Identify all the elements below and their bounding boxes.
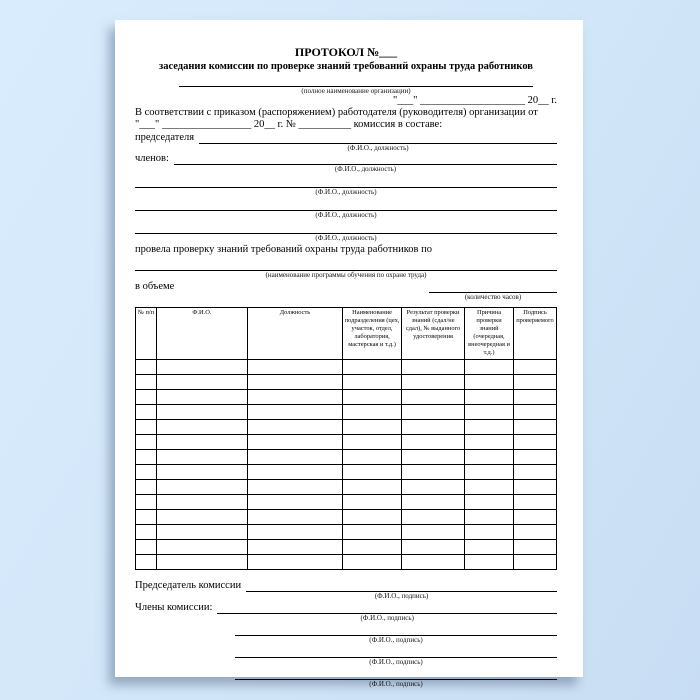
table-empty-cell bbox=[247, 465, 342, 480]
table-empty-cell bbox=[343, 465, 402, 480]
member-extra-field bbox=[135, 223, 557, 242]
table-row bbox=[136, 510, 557, 525]
table-empty-cell bbox=[156, 510, 247, 525]
table-empty-cell bbox=[247, 510, 342, 525]
footer-members-field bbox=[135, 602, 557, 622]
table-empty-cell bbox=[465, 435, 514, 450]
member-extra-blank-line bbox=[135, 177, 557, 188]
table-empty-cell bbox=[343, 555, 402, 570]
footer-member-extra-caption: (Ф.И.О., подпись) bbox=[369, 636, 423, 644]
chairman-blank-line bbox=[199, 132, 557, 144]
program-name-field bbox=[135, 260, 557, 279]
table-header-cell: Ф.И.О. bbox=[156, 308, 247, 360]
member-extra-blank-line bbox=[135, 223, 557, 234]
table-empty-cell bbox=[402, 405, 465, 420]
footer-member-extra-blank-line bbox=[235, 624, 557, 636]
hours-caption: (количество часов) bbox=[464, 293, 522, 301]
chairman-caption: (Ф.И.О., должность) bbox=[347, 144, 409, 152]
table-row bbox=[136, 360, 557, 375]
members-label: членов: bbox=[135, 153, 169, 164]
table-empty-cell bbox=[156, 390, 247, 405]
results-table-header-row bbox=[136, 308, 557, 360]
table-empty-cell bbox=[136, 555, 157, 570]
table-row bbox=[136, 465, 557, 480]
table-row bbox=[136, 480, 557, 495]
table-header-cell: Должность bbox=[247, 308, 342, 360]
table-row bbox=[136, 420, 557, 435]
footer-extra-lines bbox=[135, 624, 557, 688]
table-empty-cell bbox=[156, 540, 247, 555]
chairman-label: председателя bbox=[135, 132, 195, 143]
table-empty-cell bbox=[402, 540, 465, 555]
footer-chairman-label: Председатель комиссии bbox=[135, 580, 242, 591]
organization-name-field bbox=[179, 77, 533, 95]
table-empty-cell bbox=[402, 465, 465, 480]
conducted-check-text: провела проверку знаний требований охраны труда работников по bbox=[135, 244, 432, 255]
table-empty-cell bbox=[136, 525, 157, 540]
table-empty-cell bbox=[514, 525, 557, 540]
document-title: ПРОТОКОЛ №___ bbox=[294, 45, 398, 59]
table-empty-cell bbox=[465, 450, 514, 465]
footer-member-extra-field bbox=[135, 646, 557, 666]
table-empty-cell bbox=[156, 480, 247, 495]
table-row bbox=[136, 450, 557, 465]
table-empty-cell bbox=[402, 390, 465, 405]
results-table bbox=[135, 307, 557, 570]
volume-field bbox=[135, 281, 557, 301]
member-extra-field bbox=[135, 200, 557, 219]
footer-members-label: Члены комиссии: bbox=[135, 602, 213, 613]
footer-member-extra-caption: (Ф.И.О., подпись) bbox=[369, 680, 423, 688]
table-empty-cell bbox=[514, 360, 557, 375]
member-extra-caption: (Ф.И.О., должность) bbox=[315, 234, 377, 242]
table-empty-cell bbox=[514, 540, 557, 555]
table-empty-cell bbox=[402, 435, 465, 450]
table-row bbox=[136, 405, 557, 420]
table-empty-cell bbox=[136, 510, 157, 525]
table-empty-cell bbox=[247, 375, 342, 390]
members-caption: (Ф.И.О., должность) bbox=[334, 165, 397, 173]
table-row bbox=[136, 375, 557, 390]
chairman-field bbox=[135, 132, 557, 152]
table-empty-cell bbox=[156, 435, 247, 450]
results-table-head bbox=[136, 308, 557, 360]
table-empty-cell bbox=[465, 420, 514, 435]
table-row bbox=[136, 390, 557, 405]
table-empty-cell bbox=[247, 390, 342, 405]
table-row bbox=[136, 555, 557, 570]
table-empty-cell bbox=[402, 525, 465, 540]
table-empty-cell bbox=[136, 360, 157, 375]
member-extra-caption: (Ф.И.О., должность) bbox=[315, 211, 377, 219]
table-empty-cell bbox=[247, 540, 342, 555]
table-empty-cell bbox=[465, 390, 514, 405]
table-empty-cell bbox=[247, 405, 342, 420]
table-empty-cell bbox=[156, 405, 247, 420]
footer-members-caption: (Ф.И.О., подпись) bbox=[360, 614, 414, 622]
table-empty-cell bbox=[465, 525, 514, 540]
table-empty-cell bbox=[514, 480, 557, 495]
table-empty-cell bbox=[402, 375, 465, 390]
table-header-cell: № п/п bbox=[136, 308, 157, 360]
table-row bbox=[136, 495, 557, 510]
table-header-cell: Причина проверки знаний (очередная, внеочередная и т.д.) bbox=[465, 308, 514, 360]
table-row bbox=[136, 540, 557, 555]
table-empty-cell bbox=[343, 390, 402, 405]
table-header-cell: Подпись проверяемого bbox=[514, 308, 557, 360]
table-header-cell: Результат проверки знаний (сдал/не сдал), № выданного удостоверения bbox=[402, 308, 465, 360]
table-empty-cell bbox=[156, 525, 247, 540]
table-empty-cell bbox=[343, 360, 402, 375]
protocol-date-blank: "___" ____________________ 20__ г. bbox=[393, 95, 557, 106]
table-empty-cell bbox=[247, 555, 342, 570]
footer-chairman-blank-line bbox=[246, 580, 557, 592]
member-extra-blank-line bbox=[135, 200, 557, 211]
table-empty-cell bbox=[247, 495, 342, 510]
table-empty-cell bbox=[514, 555, 557, 570]
table-header-cell: Наименование подразделения (цех, участок, отдел, лаборатория, мастерская и т.д.) bbox=[343, 308, 402, 360]
table-empty-cell bbox=[465, 375, 514, 390]
table-empty-cell bbox=[247, 450, 342, 465]
table-empty-cell bbox=[514, 465, 557, 480]
table-empty-cell bbox=[465, 480, 514, 495]
members-extra-lines bbox=[135, 177, 557, 242]
table-empty-cell bbox=[136, 465, 157, 480]
table-empty-cell bbox=[402, 420, 465, 435]
table-empty-cell bbox=[247, 435, 342, 450]
table-empty-cell bbox=[343, 495, 402, 510]
table-empty-cell bbox=[343, 405, 402, 420]
table-empty-cell bbox=[514, 435, 557, 450]
members-blank-line bbox=[174, 153, 557, 165]
table-empty-cell bbox=[247, 480, 342, 495]
results-table-body bbox=[136, 360, 557, 570]
table-empty-cell bbox=[465, 360, 514, 375]
volume-label: в объеме bbox=[135, 281, 175, 292]
footer-chairman-field bbox=[135, 580, 557, 600]
table-empty-cell bbox=[402, 480, 465, 495]
table-empty-cell bbox=[465, 405, 514, 420]
table-empty-cell bbox=[514, 390, 557, 405]
footer-members-blank-line bbox=[217, 602, 557, 614]
table-empty-cell bbox=[514, 405, 557, 420]
intro-paragraph-line2: "___" _________________ 20__ г. № __________ комиссия в составе: bbox=[135, 119, 443, 130]
table-empty-cell bbox=[136, 540, 157, 555]
volume-blank-line bbox=[429, 281, 557, 293]
member-extra-caption: (Ф.И.О., должность) bbox=[315, 188, 377, 196]
table-empty-cell bbox=[156, 450, 247, 465]
table-empty-cell bbox=[343, 525, 402, 540]
table-empty-cell bbox=[514, 375, 557, 390]
table-empty-cell bbox=[156, 465, 247, 480]
table-empty-cell bbox=[136, 420, 157, 435]
signature-footer bbox=[135, 580, 557, 688]
intro-paragraph-line1: В соответствии с приказом (распоряжением) работодателя (руководителя) организации от bbox=[135, 107, 538, 118]
table-empty-cell bbox=[136, 435, 157, 450]
table-empty-cell bbox=[402, 495, 465, 510]
document-subtitle: заседания комиссии по проверке знаний требований охраны труда работников bbox=[159, 61, 533, 72]
table-empty-cell bbox=[514, 450, 557, 465]
table-empty-cell bbox=[136, 375, 157, 390]
table-empty-cell bbox=[514, 495, 557, 510]
footer-chairman-caption: (Ф.И.О., подпись) bbox=[374, 592, 429, 600]
footer-member-extra-field bbox=[135, 668, 557, 688]
table-empty-cell bbox=[156, 495, 247, 510]
table-empty-cell bbox=[343, 510, 402, 525]
table-empty-cell bbox=[343, 540, 402, 555]
footer-member-extra-caption: (Ф.И.О., подпись) bbox=[369, 658, 423, 666]
table-empty-cell bbox=[343, 480, 402, 495]
table-empty-cell bbox=[465, 465, 514, 480]
table-empty-cell bbox=[402, 450, 465, 465]
table-empty-cell bbox=[156, 555, 247, 570]
table-empty-cell bbox=[465, 510, 514, 525]
table-row bbox=[136, 435, 557, 450]
organization-blank-line bbox=[179, 77, 533, 87]
members-field bbox=[135, 153, 557, 173]
table-empty-cell bbox=[402, 555, 465, 570]
table-row bbox=[136, 525, 557, 540]
table-empty-cell bbox=[514, 510, 557, 525]
table-empty-cell bbox=[136, 405, 157, 420]
program-caption: (наименование программы обучения по охране труда) bbox=[265, 271, 427, 279]
table-empty-cell bbox=[514, 420, 557, 435]
table-empty-cell bbox=[402, 510, 465, 525]
program-blank-line bbox=[135, 260, 557, 271]
table-empty-cell bbox=[156, 375, 247, 390]
table-empty-cell bbox=[343, 375, 402, 390]
table-empty-cell bbox=[136, 390, 157, 405]
table-empty-cell bbox=[343, 450, 402, 465]
footer-member-extra-field bbox=[135, 624, 557, 644]
member-extra-field bbox=[135, 177, 557, 196]
table-empty-cell bbox=[465, 495, 514, 510]
protocol-document-page bbox=[115, 20, 583, 688]
table-empty-cell bbox=[136, 450, 157, 465]
table-empty-cell bbox=[247, 525, 342, 540]
table-empty-cell bbox=[136, 495, 157, 510]
table-empty-cell bbox=[156, 420, 247, 435]
organization-caption: (полное наименование организации) bbox=[301, 87, 411, 95]
footer-member-extra-blank-line bbox=[235, 646, 557, 658]
table-empty-cell bbox=[465, 555, 514, 570]
table-empty-cell bbox=[136, 480, 157, 495]
table-empty-cell bbox=[465, 540, 514, 555]
table-empty-cell bbox=[156, 360, 247, 375]
footer-member-extra-blank-line bbox=[235, 668, 557, 680]
table-empty-cell bbox=[247, 360, 342, 375]
table-empty-cell bbox=[343, 420, 402, 435]
table-empty-cell bbox=[247, 420, 342, 435]
table-empty-cell bbox=[402, 360, 465, 375]
table-empty-cell bbox=[343, 435, 402, 450]
